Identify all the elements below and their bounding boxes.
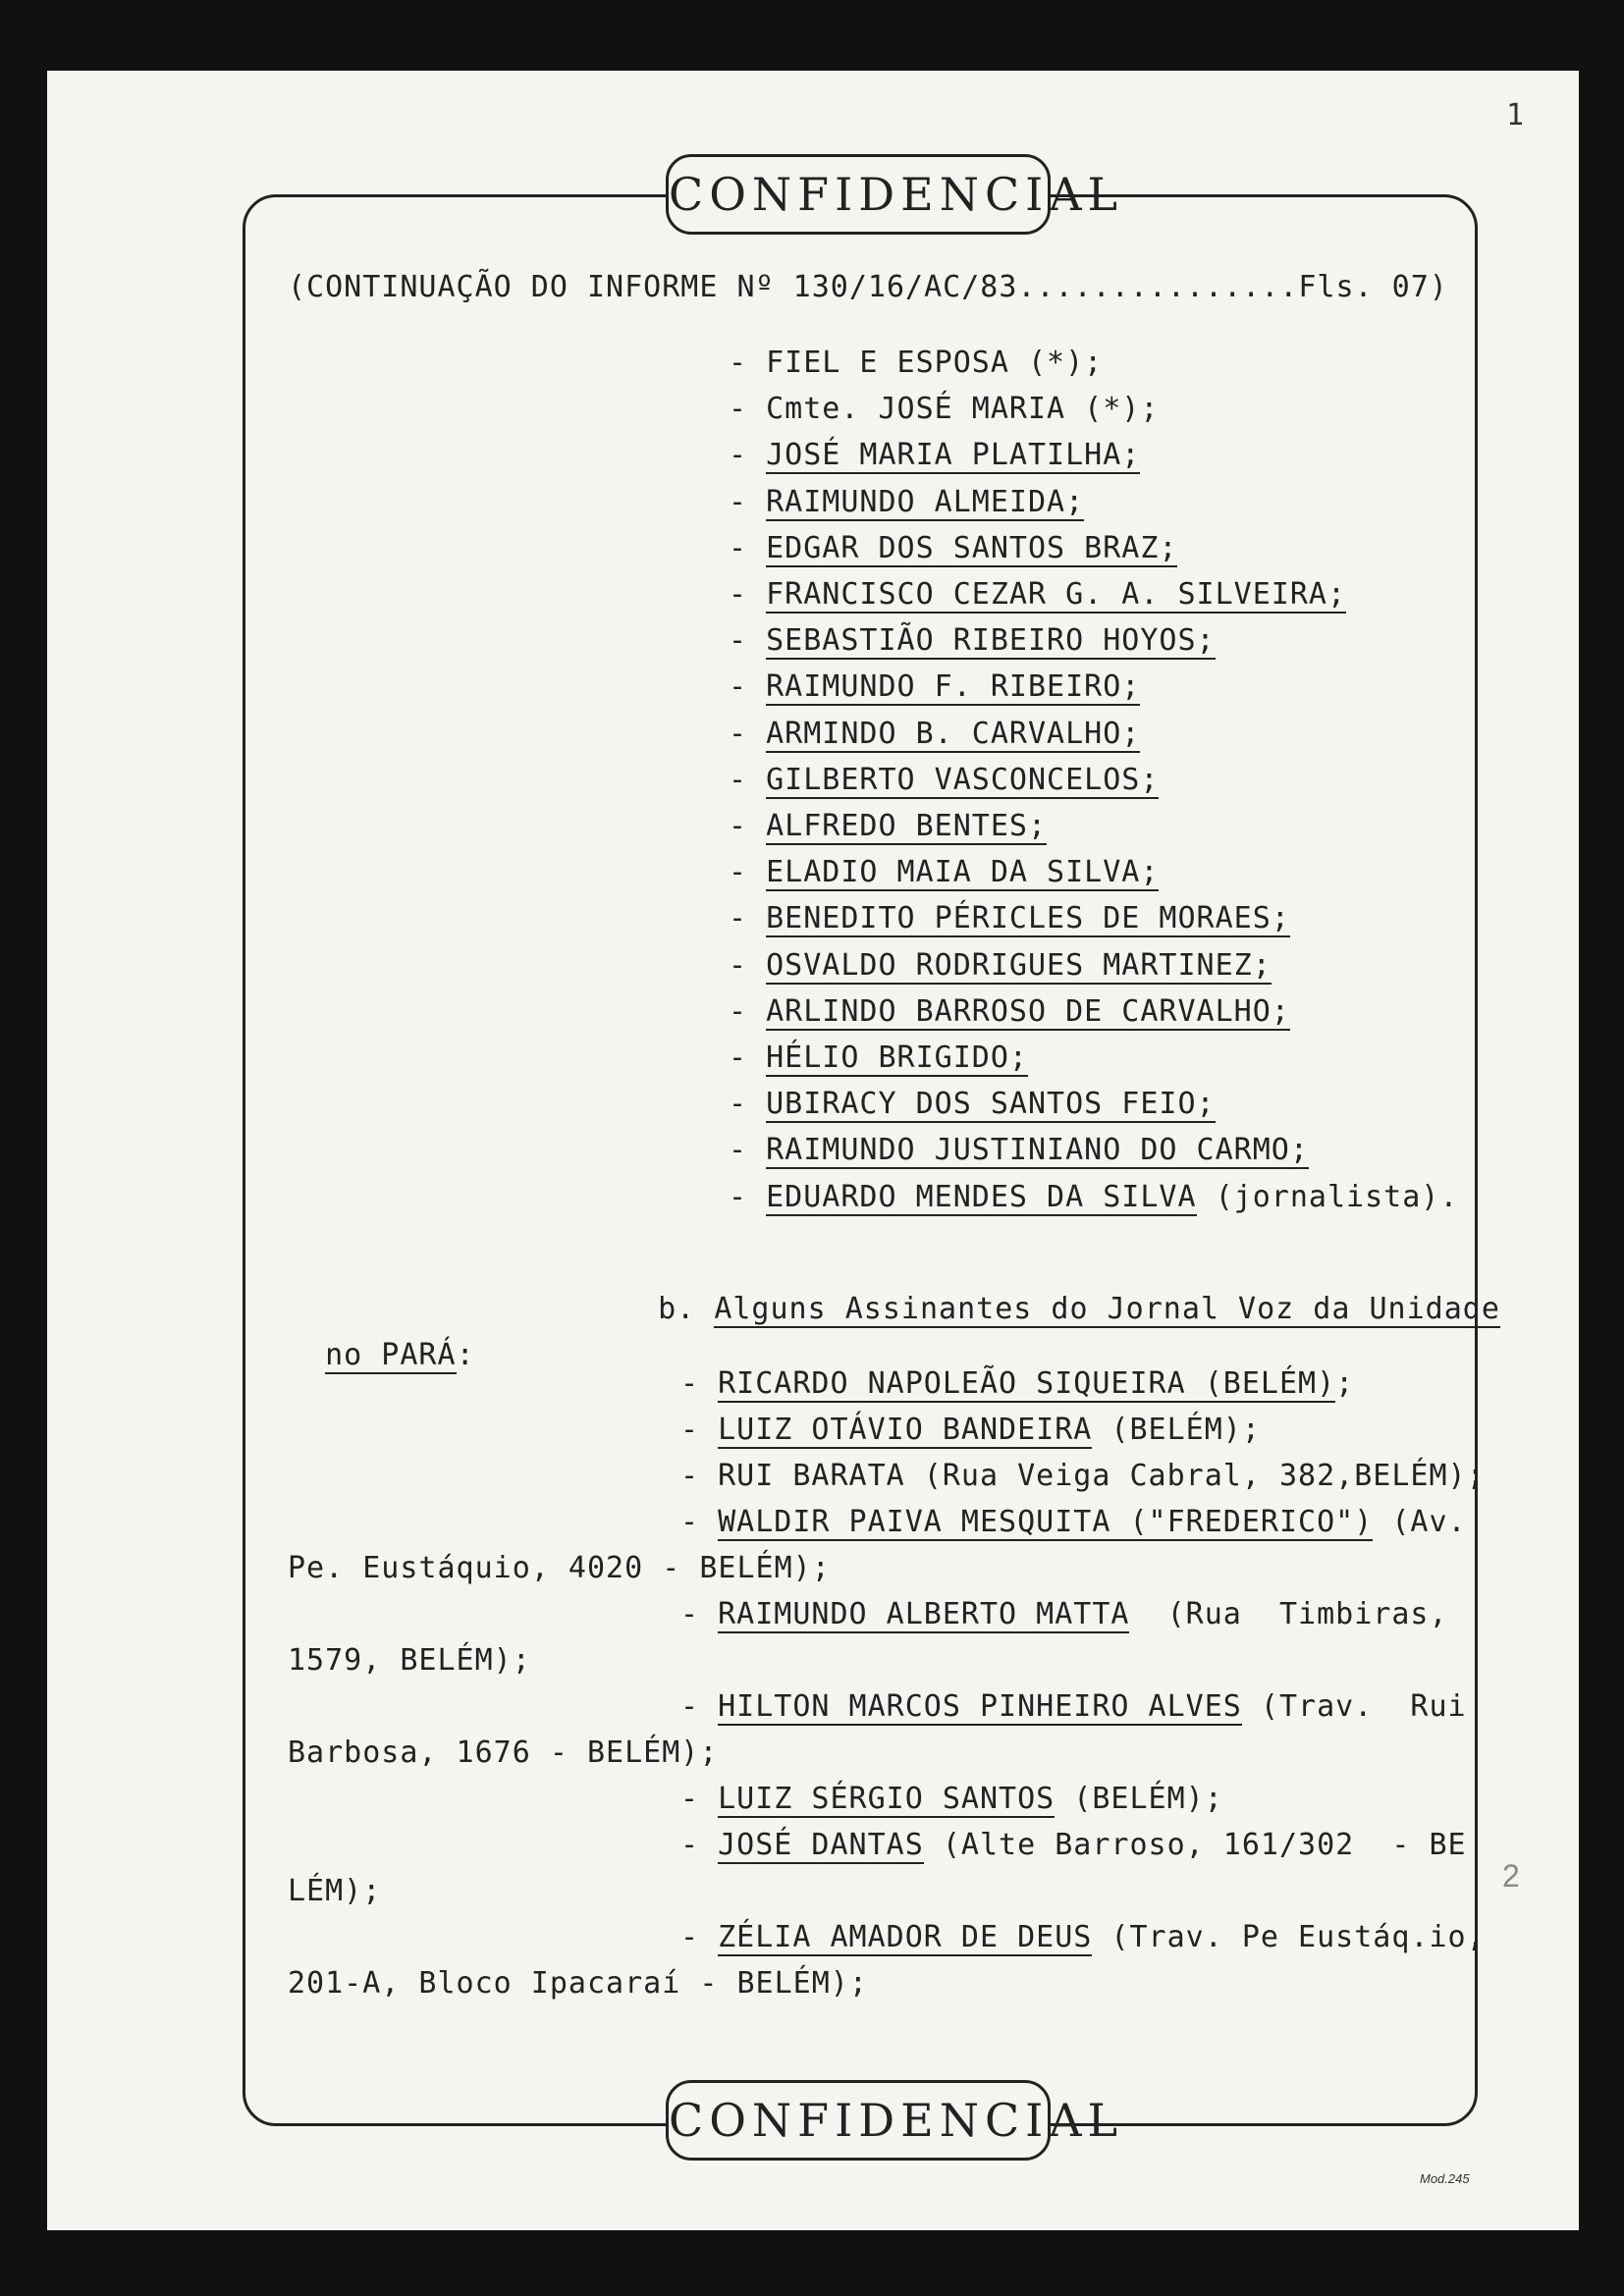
- member-name: UBIRACY DOS SANTOS FEIO;: [766, 1087, 1216, 1121]
- subscriber-address: (Trav. Rui: [1241, 1689, 1467, 1724]
- subscriber-name: LUIZ SÉRGIO SANTOS: [718, 1782, 1056, 1816]
- list-item: [680, 1459, 1486, 1494]
- subscriber-address: (BELÉM);: [1055, 1782, 1223, 1816]
- member-name: FIEL E ESPOSA (*);: [766, 346, 1104, 380]
- list-dash: -: [729, 948, 767, 983]
- subscriber-name: LUIZ OTÁVIO BANDEIRA: [718, 1413, 1093, 1447]
- member-name: EDUARDO MENDES DA SILVA: [766, 1180, 1197, 1214]
- list-item-continuation: [288, 1735, 718, 1771]
- list-dash: -: [729, 901, 767, 935]
- member-name: JOSÉ MARIA PLATILHA;: [766, 438, 1141, 472]
- subscriber-name: RICARDO NAPOLEÃO SIQUEIRA (BELÉM): [718, 1366, 1336, 1401]
- margin-mark: 2: [1502, 1858, 1520, 1894]
- list-item: [729, 623, 1216, 659]
- section-b-line-2: [288, 1303, 475, 1373]
- list-dash: -: [729, 577, 767, 612]
- member-name: ARLINDO BARROSO DE CARVALHO;: [766, 994, 1290, 1029]
- section-b-region: no PARÁ: [325, 1338, 457, 1372]
- list-item: [729, 392, 1159, 427]
- section-b-title: Alguns Assinantes do Jornal Voz da Unidade: [714, 1292, 1500, 1326]
- list-dash: -: [729, 809, 767, 843]
- list-dash: -: [729, 392, 767, 426]
- list-dash: -: [729, 763, 767, 797]
- subscriber-address: RUI BARATA (Rua Veiga Cabral, 382,BELÉM);: [718, 1459, 1486, 1493]
- list-item: [680, 1366, 1354, 1402]
- subscriber-address-continued: LÉM);: [288, 1874, 382, 1908]
- list-dash: -: [680, 1597, 719, 1631]
- list-dash: -: [729, 1133, 767, 1167]
- list-item-continuation: [288, 1643, 531, 1679]
- list-dash: -: [729, 1087, 767, 1121]
- subscriber-name: JOSÉ DANTAS: [718, 1828, 924, 1862]
- list-item: [729, 901, 1290, 936]
- list-item-continuation: [288, 1874, 381, 1909]
- member-name: RAIMUNDO JUSTINIANO DO CARMO;: [766, 1133, 1309, 1167]
- list-dash: -: [729, 485, 767, 519]
- list-item: [729, 1133, 1309, 1168]
- member-name: ELADIO MAIA DA SILVA;: [766, 855, 1160, 889]
- list-item: [729, 1041, 1028, 1076]
- list-dash: -: [729, 669, 767, 704]
- subscriber-name: WALDIR PAIVA MESQUITA ("FREDERICO"): [718, 1505, 1374, 1539]
- list-item: [729, 1180, 1458, 1215]
- member-note: (jornalista).: [1196, 1180, 1459, 1214]
- member-name: HÉLIO BRIGIDO;: [766, 1041, 1028, 1075]
- member-name: RAIMUNDO ALMEIDA;: [766, 485, 1085, 519]
- list-item: [729, 763, 1159, 798]
- member-name: SEBASTIÃO RIBEIRO HOYOS;: [766, 623, 1216, 658]
- list-item-continuation: [288, 1966, 868, 2002]
- list-item: [680, 1782, 1223, 1817]
- list-item: [729, 577, 1346, 613]
- confidential-stamp-bottom: CONFIDENCIAL: [666, 2080, 1051, 2161]
- member-name: ARMINDO B. CARVALHO;: [766, 717, 1141, 751]
- section-b-line-1: [621, 1256, 1500, 1327]
- list-dash: -: [680, 1366, 719, 1401]
- list-dash: -: [680, 1828, 719, 1862]
- list-dash: -: [729, 717, 767, 751]
- member-name: Cmte. JOSÉ MARIA (*);: [766, 392, 1160, 426]
- list-item: [729, 669, 1140, 705]
- list-item: [680, 1689, 1467, 1725]
- list-dash: -: [680, 1782, 719, 1816]
- member-name: GILBERTO VASCONCELOS;: [766, 763, 1160, 797]
- form-reference: Mod.245: [1420, 2171, 1470, 2186]
- list-dash: -: [729, 855, 767, 889]
- subscriber-address: (Trav. Pe Eustáq.io,: [1092, 1920, 1486, 1954]
- subscriber-address: ;: [1335, 1366, 1355, 1401]
- subscriber-address: (BELÉM);: [1092, 1413, 1261, 1447]
- subscriber-name: ZÉLIA AMADOR DE DEUS: [718, 1920, 1093, 1954]
- list-dash: -: [729, 623, 767, 658]
- member-name: EDGAR DOS SANTOS BRAZ;: [766, 531, 1178, 565]
- list-item: [680, 1413, 1261, 1448]
- subscriber-address-continued: 1579, BELÉM);: [288, 1643, 531, 1678]
- list-item: [729, 346, 1103, 381]
- member-name: BENEDITO PÉRICLES DE MORAES;: [766, 901, 1290, 935]
- page-mark: 1: [1506, 98, 1525, 133]
- subscriber-address: (Rua Timbiras,: [1129, 1597, 1448, 1631]
- subscriber-address-continued: 201-A, Bloco Ipacaraí - BELÉM);: [288, 1966, 868, 2001]
- list-dash: -: [729, 1041, 767, 1075]
- list-item: [729, 485, 1084, 520]
- list-item: [680, 1597, 1448, 1632]
- section-b-suffix: :: [456, 1338, 475, 1372]
- member-name: RAIMUNDO F. RIBEIRO;: [766, 669, 1141, 704]
- list-item-continuation: [288, 1551, 831, 1586]
- list-dash: -: [729, 1180, 767, 1214]
- list-item: [680, 1505, 1467, 1540]
- member-name: FRANCISCO CEZAR G. A. SILVEIRA;: [766, 577, 1347, 612]
- subscriber-address: (Alte Barroso, 161/302 - BE: [923, 1828, 1467, 1862]
- list-dash: -: [729, 994, 767, 1029]
- list-item: [680, 1920, 1486, 1955]
- subscriber-name: HILTON MARCOS PINHEIRO ALVES: [718, 1689, 1242, 1724]
- subscriber-name: RAIMUNDO ALBERTO MATTA: [718, 1597, 1130, 1631]
- list-item: [729, 717, 1140, 752]
- member-name: OSVALDO RODRIGUES MARTINEZ;: [766, 948, 1272, 983]
- list-item: [729, 948, 1272, 984]
- list-item: [729, 994, 1290, 1030]
- list-dash: -: [729, 438, 767, 472]
- list-dash: -: [729, 531, 767, 565]
- list-item: [729, 1087, 1216, 1122]
- list-item: [729, 855, 1159, 890]
- subscriber-address: (Av.: [1373, 1505, 1467, 1539]
- list-dash: -: [729, 346, 767, 380]
- confidential-stamp-top: CONFIDENCIAL: [666, 154, 1051, 235]
- list-item: [729, 809, 1047, 844]
- subscriber-address-continued: Pe. Eustáquio, 4020 - BELÉM);: [288, 1551, 831, 1585]
- section-b-prefix: b.: [658, 1292, 715, 1326]
- list-dash: -: [680, 1920, 719, 1954]
- list-item: [680, 1828, 1467, 1863]
- list-dash: -: [680, 1689, 719, 1724]
- member-name: ALFREDO BENTES;: [766, 809, 1048, 843]
- report-header: (CONTINUAÇÃO DO INFORME Nº 130/16/AC/83...............Fls. 07): [288, 270, 1448, 304]
- list-dash: -: [680, 1459, 719, 1493]
- list-item: [729, 531, 1177, 566]
- list-dash: -: [680, 1413, 719, 1447]
- list-item: [729, 438, 1140, 473]
- list-dash: -: [680, 1505, 719, 1539]
- subscriber-address-continued: Barbosa, 1676 - BELÉM);: [288, 1735, 719, 1770]
